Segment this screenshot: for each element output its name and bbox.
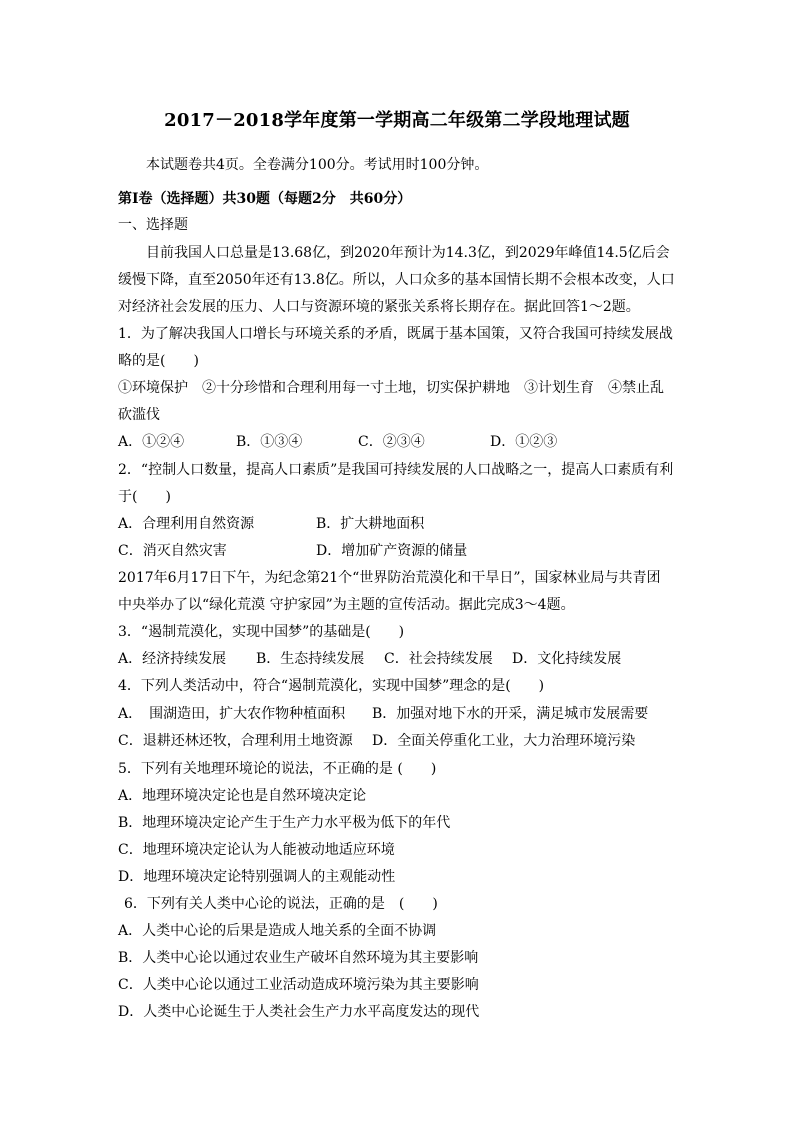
option-c: C．地理环境决定论认为人能被动地适应环境: [118, 842, 395, 858]
option-b: B．人类中心论以通过农业生产破坏自然环境为其主要影响: [118, 950, 479, 966]
option-a: A．①②④: [118, 434, 185, 450]
option-c: C．②③④: [358, 434, 425, 450]
question-items: 砍滥伐: [118, 407, 160, 423]
option-b: B．生态持续发展: [256, 651, 365, 667]
option-c: C．社会持续发展: [384, 651, 493, 667]
option-a: A．地理环境决定论也是自然环境决定论: [118, 788, 367, 804]
passage-line: 对经济社会发展的压力、人口与资源环境的紧张关系将长期存在。据此回答1～2题。: [118, 299, 640, 315]
page-title: 2017－2018学年度第一学期高二年级第二学段地理试题: [164, 110, 630, 131]
option-b: B．地理环境决定论产生于生产力水平极为低下的年代: [118, 815, 451, 831]
passage-line: 缓慢下降，直至2050年还有13.8亿。所以，人口众多的基本国情长期不会根本改变，人口: [118, 272, 675, 288]
option-d: D．增加矿产资源的储量: [316, 543, 468, 559]
question-stem: 3．“遏制荒漠化，实现中国梦”的基础是( ): [118, 624, 405, 640]
option-d: D．文化持续发展: [512, 651, 622, 667]
question-stem: 6．下列有关人类中心论的说法，正确的是 ( ): [124, 896, 438, 912]
option-b: B．①③④: [236, 434, 303, 450]
section-header: 第Ⅰ卷（选择题）共30题（每题2分 共60分）: [118, 191, 412, 207]
question-stem: 5．下列有关地理环境论的说法，不正确的是 ( ): [118, 761, 437, 777]
option-b: B．扩大耕地面积: [316, 516, 425, 532]
option-c: C．消灭自然灾害: [118, 543, 227, 559]
question-stem: 2．“控制人口数量，提高人口素质”是我国可持续发展的人口战略之一，提高人口素质有利: [118, 462, 674, 478]
section-heading: 一、选择题: [118, 217, 188, 233]
option-b: B．加强对地下水的开采，满足城市发展需要: [372, 706, 649, 722]
passage-line: 中央举办了以“绿化荒漠 守护家园”为主题的宣传活动。据此完成3～4题。: [118, 597, 575, 613]
option-c: C．人类中心论以通过工业活动造成环境污染为其主要影响: [118, 977, 479, 993]
option-d: D．全面关停重化工业，大力治理环境污染: [372, 733, 636, 749]
option-d: D．地理环境决定论特别强调人的主观能动性: [118, 869, 396, 885]
question-stem: 4．下列人类活动中，符合“遏制荒漠化，实现中国梦”理念的是( ): [118, 678, 545, 694]
passage-line: 目前我国人口总量是13.68亿，到2020年预计为14.3亿，到2029年峰值14.5亿后会: [146, 245, 670, 261]
option-d: D．①②③: [490, 434, 558, 450]
option-c: C．退耕还林还牧，合理利用土地资源: [118, 733, 353, 749]
option-d: D．人类中心论诞生于人类社会生产力水平高度发达的现代: [118, 1004, 480, 1020]
question-items: ①环境保护 ②十分珍惜和合理利用每一寸土地，切实保护耕地 ③计划生育 ④禁止乱: [118, 380, 664, 396]
option-a: A． 围湖造田，扩大农作物种植面积: [118, 706, 346, 722]
intro-text: 本试题卷共4页。全卷满分100分。考试用时100分钟。: [146, 157, 489, 173]
question-stem: 于( ): [118, 489, 171, 505]
passage-line: 2017年6月17日下午，为纪念第21个“世界防治荒漠化和干旱日”，国家林业局与共青团: [118, 570, 661, 586]
option-a: A．经济持续发展: [118, 651, 227, 667]
option-a: A．合理利用自然资源: [118, 516, 255, 532]
option-a: A．人类中心论的后果是造成人地关系的全面不协调: [118, 923, 437, 939]
question-stem: 1．为了解决我国人口增长与环境关系的矛盾，既属于基本国策，又符合我国可持续发展战: [118, 326, 673, 342]
question-stem: 略的是( ): [118, 353, 199, 369]
